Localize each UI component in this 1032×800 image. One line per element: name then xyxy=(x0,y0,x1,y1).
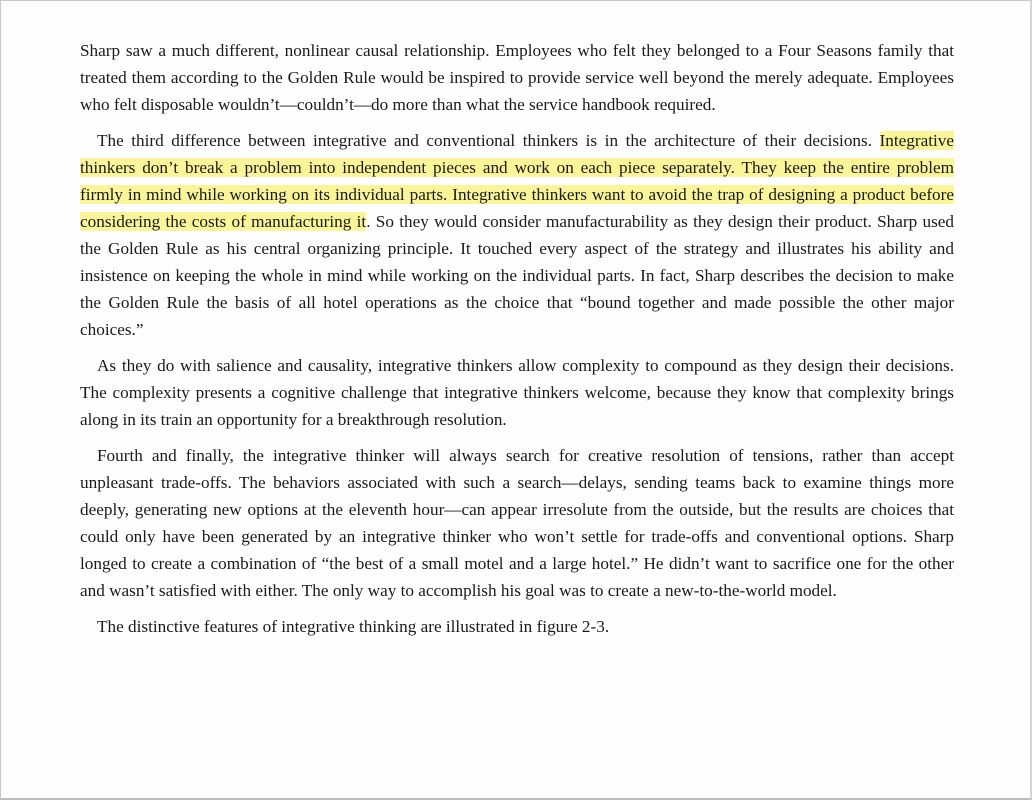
figure-link[interactable]: figure 2-3 xyxy=(536,617,605,636)
paragraph-3-text: As they do with salience and causality, integrative thinkers allow complexity to compound as they design their decisions. The complexity presents a cognitive challenge that integrative thinkers welcome, because they know that complexity brings along in its train an opportunity for a breakthrough resolution. xyxy=(80,356,954,429)
paragraph-2 xyxy=(80,127,954,343)
paragraph-5-end: . xyxy=(604,617,610,636)
paragraph-3 xyxy=(80,352,954,433)
paragraph-1-text: Sharp saw a much different, nonlinear causal relationship. Employees who felt they belonged to a Four Seasons family that treated them according to the Golden Rule would be inspired to provide service well beyond the merely adequate. Employees who felt disposable wouldn’t—couldn’t—do more than what the service handbook required. xyxy=(80,41,954,114)
paragraph-4-text: Fourth and finally, the integrative thinker will always search for creative resolution of tensions, rather than accept unpleasant trade-offs. The behaviors associated with such a search—delays, sending teams back to examine things more deeply, generating new options at the eleventh hour—can appear irresolute from the outside, but the results are choices that could only have been generated by an integrative thinker who won’t settle for trade-offs and conventional options. Sharp longed to create a combination of “the best of a small motel and a large hotel.” He didn’t want to sacrifice one for the other and wasn’t satisfied with either. The only way to accomplish his goal was to create a new-to-the-world model. xyxy=(80,446,954,600)
highlighted-passage[interactable]: Integrative thinkers don’t break a problem into independent pieces and work on each piece separately. They keep the entire problem firmly in mind while working on its individual parts. Integrative thinkers want to avoid the trap of designing a product before considering the costs of manufacturing it xyxy=(80,131,954,231)
paragraph-2-rest: . So they would consider manufacturability as they design their product. Sharp used the Golden Rule as his central organizing principle. It touched every aspect of the strategy and illustrates his ability and insistence on keeping the whole in mind while working on the individual parts. In fact, Sharp describes the decision to make the Golden Rule the basis of all hotel operations as the choice that “bound together and made possible the other major choices.” xyxy=(80,212,955,339)
paragraph-4 xyxy=(80,442,954,604)
paragraph-1 xyxy=(80,37,954,118)
paragraph-2-lead: The third difference between integrative and conventional thinkers is in the architecture of their decisions. xyxy=(97,131,880,150)
paragraph-5 xyxy=(80,613,954,640)
page-body xyxy=(80,37,954,649)
paragraph-5-lead: The distinctive features of integrative thinking are illustrated in xyxy=(97,617,537,636)
